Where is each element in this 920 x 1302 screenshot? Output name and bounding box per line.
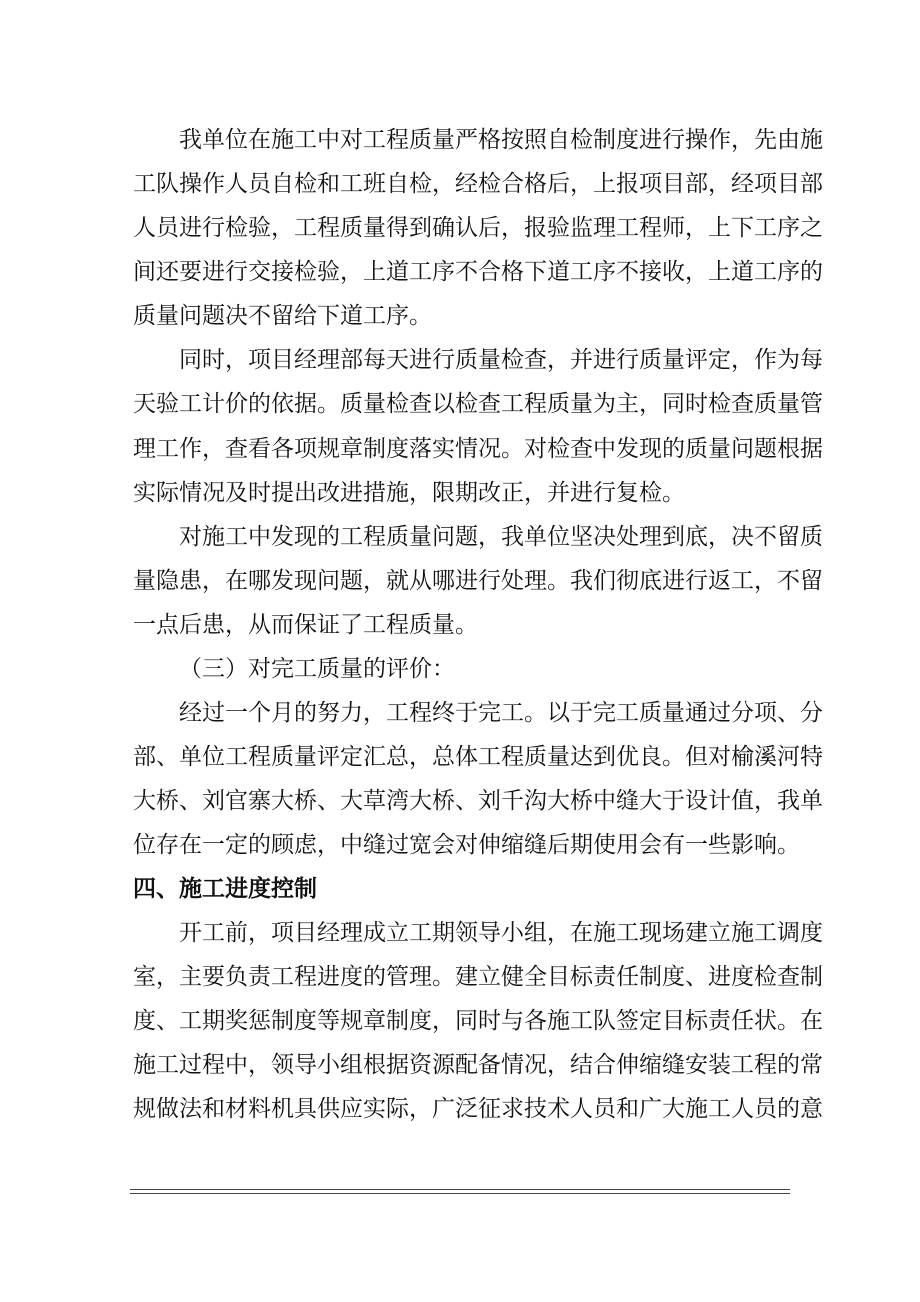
footer-rule-top <box>130 1189 790 1190</box>
section-subheading: （三）对完工质量的评价： <box>179 656 455 682</box>
paragraph-3-line-1: 对施工中发现的工程质量问题，我单位坚决处理到底，决不留质 <box>179 524 823 550</box>
paragraph-2-line-1: 同时，项目经理部每天进行质量检查，并进行质量评定，作为每 <box>179 347 823 373</box>
paragraph-4-line-1: 经过一个月的努力，工程终于完工。以于完工质量通过分项、分 <box>179 700 823 726</box>
paragraph-5-line-2: 室，主要负责工程进度的管理。建立健全目标责任制度、进度检查制 <box>133 964 823 990</box>
paragraph-5-line-4: 施工过程中，领导小组根据资源配备情况，结合伸缩缝安装工程的常 <box>133 1052 823 1078</box>
paragraph-1-line-2: 工队操作人员自检和工班自检，经检合格后，上报项目部，经项目部 <box>133 171 823 197</box>
paragraph-2-line-2: 天验工计价的依据。质量检查以检查工程质量为主，同时检查质量管 <box>133 391 823 417</box>
paragraph-3-line-2: 量隐患，在哪发现问题，就从哪进行处理。我们彻底进行返工，不留 <box>133 568 823 594</box>
paragraph-1-line-1: 我单位在施工中对工程质量严格按照自检制度进行操作，先由施 <box>179 127 823 153</box>
paragraph-5-line-1: 开工前，项目经理成立工期领导小组，在施工现场建立施工调度 <box>179 920 823 946</box>
section-heading: 四、施工进度控制 <box>133 875 317 902</box>
paragraph-4-line-2: 部、单位工程质量评定汇总，总体工程质量达到优良。但对榆溪河特 <box>133 744 823 770</box>
paragraph-2-line-4: 实际情况及时提出改进措施，限期改正，并进行复检。 <box>133 480 685 506</box>
paragraph-1-line-5: 质量问题决不留给下道工序。 <box>133 303 432 329</box>
paragraph-5-line-3: 度、工期奖惩制度等规章制度，同时与各施工队签定目标责任状。在 <box>133 1008 823 1034</box>
paragraph-4-line-3: 大桥、刘官寨大桥、大草湾大桥、刘千沟大桥中缝大于设计值，我单 <box>133 788 823 814</box>
footer-rule-bottom <box>130 1193 790 1194</box>
paragraph-3-line-3: 一点后患，从而保证了工程质量。 <box>133 612 478 638</box>
paragraph-4-line-4: 位存在一定的顾虑，中缝过宽会对伸缩缝后期使用会有一些影响。 <box>133 832 800 858</box>
paragraph-2-line-3: 理工作，查看各项规章制度落实情况。对检查中发现的质量问题根据 <box>133 436 823 462</box>
paragraph-5-line-5: 规做法和材料机具供应实际，广泛征求技术人员和广大施工人员的意 <box>133 1096 823 1122</box>
paragraph-1-line-3: 人员进行检验，工程质量得到确认后，报验监理工程师，上下工序之 <box>133 215 823 241</box>
paragraph-1-line-4: 间还要进行交接检验，上道工序不合格下道工序不接收，上道工序的 <box>133 259 823 285</box>
